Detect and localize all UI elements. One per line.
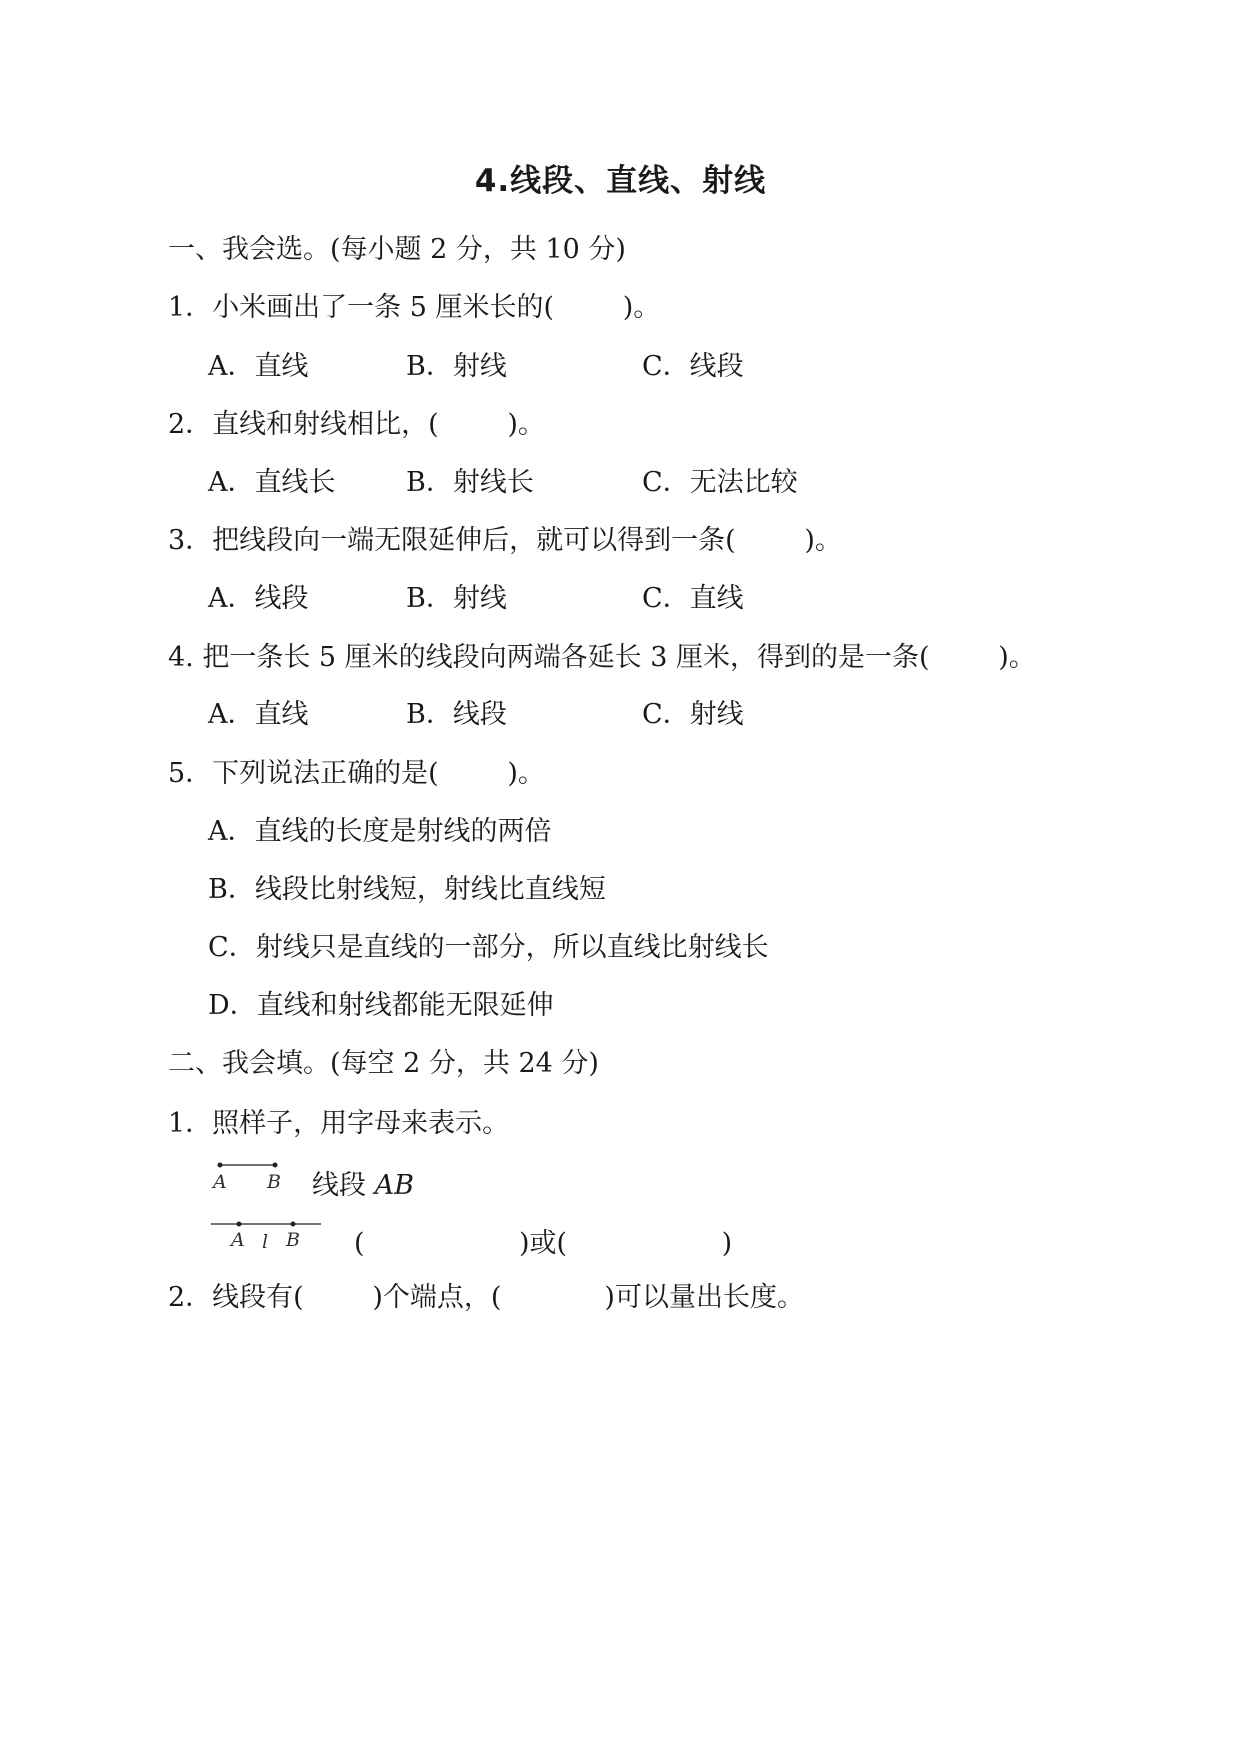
q5-option-b: B．线段比射线短，射线比直线短 bbox=[208, 874, 606, 905]
task-line-label: l bbox=[262, 1231, 269, 1253]
q3-option-c: C．直线 bbox=[642, 583, 744, 614]
example-answer-prefix: 线段 bbox=[312, 1170, 375, 1201]
q1-option-b: B．射线 bbox=[406, 351, 507, 382]
question-5: 5．下列说法正确的是( )。 bbox=[168, 758, 545, 789]
example-answer bbox=[312, 1168, 414, 1204]
fill-question-1: 1．照样子，用字母来表示。 bbox=[168, 1108, 510, 1139]
q2-option-b: B．射线长 bbox=[406, 467, 534, 498]
q1-option-c: C．线段 bbox=[642, 351, 744, 382]
section1-heading: 一、我会选。(每小题 2 分，共 10 分) bbox=[168, 234, 626, 265]
page-title: 4.线段、直线、射线 bbox=[474, 163, 767, 199]
example-answer-name: AB bbox=[374, 1170, 414, 1201]
question-2: 2．直线和射线相比，( )。 bbox=[168, 409, 545, 440]
q1-option-a: A．直线 bbox=[208, 351, 309, 382]
example-point-a-label: A bbox=[213, 1171, 227, 1193]
section2-heading: 二、我会填。(每空 2 分，共 24 分) bbox=[168, 1048, 599, 1079]
q5-option-a: A．直线的长度是射线的两倍 bbox=[208, 816, 552, 847]
task-answer-blanks: ( )或( ) bbox=[354, 1228, 733, 1259]
question-1: 1．小米画出了一条 5 厘米长的( )。 bbox=[168, 292, 661, 323]
point-b-dot bbox=[273, 1163, 278, 1168]
example-point-b-label: B bbox=[267, 1171, 281, 1193]
q4-option-b: B．线段 bbox=[406, 699, 507, 730]
q2-option-c: C．无法比较 bbox=[642, 467, 798, 498]
point-a-dot bbox=[218, 1163, 223, 1168]
task-point-b-dot bbox=[291, 1222, 296, 1227]
q5-option-c: C．射线只是直线的一部分，所以直线比射线长 bbox=[208, 932, 769, 963]
example-segment-figure bbox=[205, 1155, 305, 1195]
q3-option-a: A．线段 bbox=[208, 583, 309, 614]
task-line-figure bbox=[205, 1212, 335, 1254]
q4-option-c: C．射线 bbox=[642, 699, 744, 730]
q2-option-a: A．直线长 bbox=[208, 467, 336, 498]
task-point-a-dot bbox=[237, 1222, 242, 1227]
q5-option-d: D．直线和射线都能无限延伸 bbox=[208, 990, 554, 1021]
question-3: 3．把线段向一端无限延伸后，就可以得到一条( )。 bbox=[168, 525, 842, 556]
q3-option-b: B．射线 bbox=[406, 583, 507, 614]
q4-option-a: A．直线 bbox=[208, 699, 309, 730]
task-point-b-label: B bbox=[286, 1229, 300, 1251]
question-4: 4. 把一条长 5 厘米的线段向两端各延长 3 厘米，得到的是一条( )。 bbox=[168, 642, 1036, 673]
fill-question-2: 2．线段有( )个端点，( )可以量出长度。 bbox=[168, 1282, 804, 1313]
task-point-a-label: A bbox=[231, 1229, 245, 1251]
